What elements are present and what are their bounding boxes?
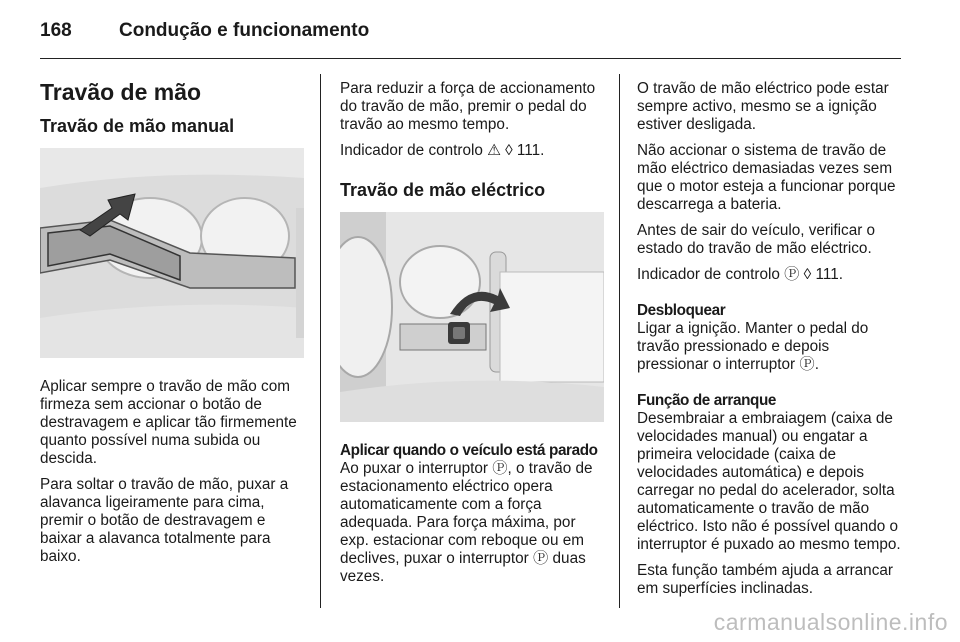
col3-paragraph-6: Desembraiar a embraiagem (caixa de velocidades manual) ou engatar a primeira velocidade (caixa de velocidades automática) e depois carregar no pedal do acelerador, solta automaticamente o travão de mão eléctrico. Isto não é possível quando o interruptor é puxado ao mesmo tempo. — [637, 410, 901, 553]
page-number: 168 — [40, 20, 72, 41]
electric-handbrake-heading: Travão de mão eléctrico — [340, 180, 546, 200]
col3-paragraph-1: O travão de mão eléctrico pode estar sempre activo, mesmo se a ignição estiver desligada. — [637, 80, 889, 133]
manual-handbrake-heading: Travão de mão manual — [40, 116, 235, 136]
col3-paragraph-3: Antes de sair do veículo, verificar o estado do travão de mão eléctrico. — [637, 222, 876, 257]
col3-paragraph-2: Não accionar o sistema de travão de mão eléctrico demasiadas vezes sem que o motor esteja a funcionar porque descarrega a bateria. — [637, 142, 896, 213]
header-rule — [40, 58, 901, 59]
parking-switch-drawing — [340, 212, 604, 422]
column-divider-1 — [320, 74, 321, 608]
page-header — [40, 12, 900, 52]
section-title: Condução e funcionamento — [119, 20, 370, 41]
col1-paragraph-1: Aplicar sempre o travão de mão com firmeza sem accionar o botão de destravagem e aplicar tão firmemente quanto possível numa subida ou descida. — [40, 378, 297, 467]
main-heading: Travão de mão — [40, 79, 202, 105]
column-1 — [40, 74, 304, 574]
column-3 — [637, 80, 903, 606]
col2-paragraph-3: Ao puxar o interruptor Ⓟ, o travão de estacionamento eléctrico opera automaticamente com a força adequada. Para força máxima, por exp. estacionar com reboque ou em declives, puxar o interruptor Ⓟ duas vezes. — [340, 460, 593, 585]
apply-when-stopped-heading: Aplicar quando o veículo está parado — [340, 442, 598, 459]
electric-handbrake-illustration — [340, 212, 604, 422]
watermark: carmanualsonline.info — [713, 609, 948, 635]
col1-paragraph-2: Para soltar o travão de mão, puxar a alavanca ligeiramente para cima, premir o botão de destravagem e baixar a alavanca totalmente para baixo. — [40, 476, 289, 565]
start-function-heading: Função de arranque — [637, 392, 777, 409]
column-divider-2 — [619, 74, 620, 608]
unlock-heading: Desbloquear — [637, 302, 726, 319]
column-2 — [340, 80, 604, 594]
col3-paragraph-5: Ligar a ignição. Manter o pedal do travão pressionado e depois pressionar o interruptor Ⓟ. — [637, 320, 869, 373]
manual-handbrake-illustration — [40, 148, 304, 358]
handbrake-lever-drawing — [40, 148, 304, 358]
col3-paragraph-4: Indicador de controlo Ⓟ ◊ 111. — [637, 266, 843, 283]
col2-paragraph-2: Indicador de controlo ⚠ ◊ 111. — [340, 142, 545, 159]
col2-paragraph-1: Para reduzir a força de accionamento do travão de mão, premir o pedal do travão ao mesmo tempo. — [340, 80, 596, 133]
col3-paragraph-7: Esta função também ajuda a arrancar em superfícies inclinadas. — [637, 562, 893, 597]
